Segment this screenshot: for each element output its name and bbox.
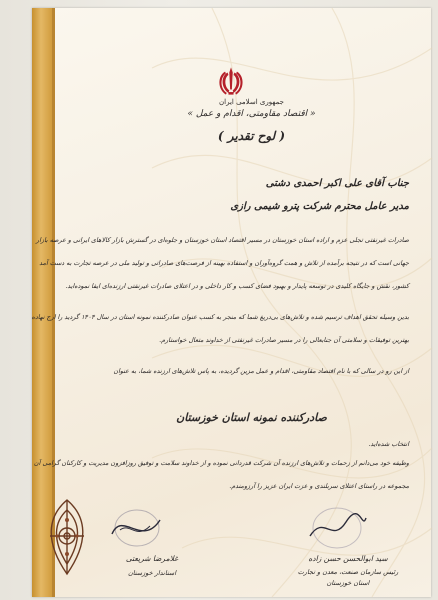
decorative-swirls (152, 8, 432, 597)
right-signatory-subtitle: استان خوزستان (326, 579, 370, 587)
body-line: جهانی است که در نتیجه برآمده از تلاش و همت گروه‌آوران و استفاده بهینه از فرصت‌های صادراتی و تولید ملی در عرصه تجارت به دست آمد (39, 259, 409, 267)
republic-label: جمهوری اسلامی ایران (219, 98, 284, 106)
closing-line: انتخاب شده‌اید. (368, 440, 409, 448)
body-line: از این رو در سالی که با نام اقتصاد مقاومتی، اقدام و عمل مزین گردیده، به پاس تلاش‌های ارزنده شما، به عنوان (113, 367, 409, 375)
floral-ornament (38, 496, 96, 578)
recipient-position: مدیر عامل محترم شرکت پترو شیمی رازی (230, 201, 409, 212)
issuer-title: صادرکننده نمونه استان خوزستان (176, 411, 327, 424)
right-stamp-signature (302, 500, 372, 560)
left-stamp-signature (102, 500, 172, 560)
recipient-name: جناب آقای علی اکبر احمدی دشتی (265, 178, 409, 189)
right-signatory-name: سید ابوالحسن حسن زاده (308, 554, 388, 563)
iran-emblem-icon (214, 64, 248, 98)
body-line: بهترین توفیقات و سلامتی آن جنابعالی را در مسیر صادرات غیرنفتی از خداوند متعال خواستارم. (159, 336, 409, 344)
body-line: کشور، نقش و جایگاه کلیدی در توسعه پایدار و بهبود فضای کسب و کار داخلی و در اعتلای صادرات غیرنفتی ارزنده‌ای ایفا نموده‌اید. (65, 282, 409, 290)
closing-line: وظیفه خود می‌دانم از زحمات و تلاش‌های ارزنده آن شرکت قدردانی نموده و از خداوند سلامت و توفیق روزافزون مدیریت و کارکنان گرامی آن (33, 459, 409, 467)
certificate-title: ( لوح تقدیر ) (217, 129, 286, 143)
body-line: بدین وسیله تحقق اهداف ترسیم شده و تلاش‌های بی‌دریغ شما که منجر به کسب عنوان صادرکننده نمونه استان در سال ۱۴۰۴ گردید را ارج نهاده (31, 313, 409, 321)
body-line: صادرات غیرنفتی تجلی عزم و اراده استان خوزستان در مسیر اقتصاد استان خوزستان و جلوه‌ای در گسترش بازار کالاهای ایرانی و عرصه بازار (36, 236, 409, 244)
certificate-paper (32, 8, 431, 597)
left-signatory-title: استاندار خوزستان (127, 569, 177, 577)
closing-line: مجموعه در راستای اعتلای سربلندی و عزت ایران عزیز را آرزومندم. (229, 482, 409, 490)
right-signatory-title: رئیس سازمان صنعت، معدن و تجارت (297, 568, 399, 576)
left-signatory-name: غلامرضا شریعتی (125, 554, 179, 563)
motto: « اقتصاد مقاومتی، اقدام و عمل » (187, 109, 316, 119)
